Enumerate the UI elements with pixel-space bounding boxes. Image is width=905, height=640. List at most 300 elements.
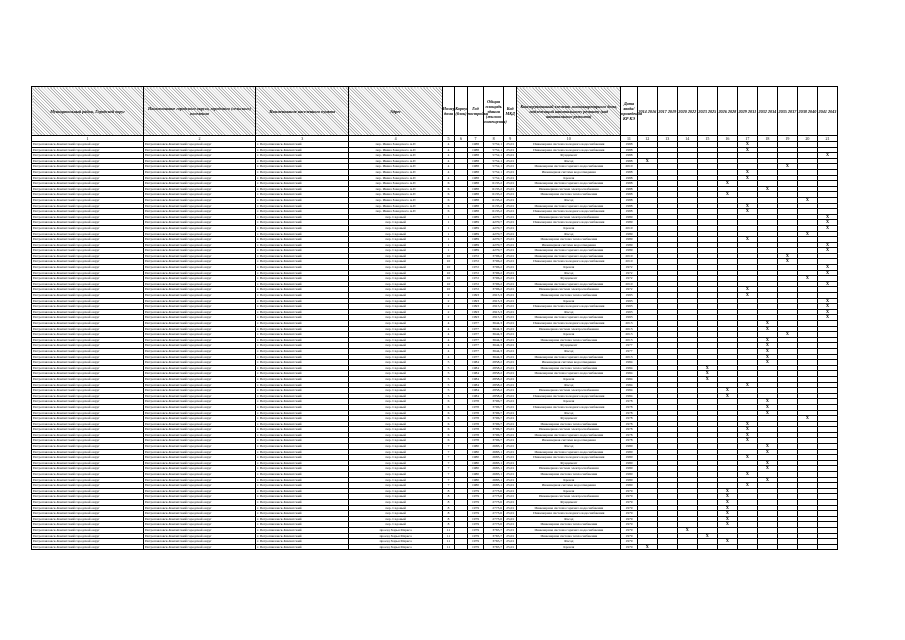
planned-period-mark: X bbox=[817, 248, 837, 254]
address-cell: пер. Садовый bbox=[349, 399, 442, 405]
planned-period-mark: X bbox=[717, 500, 737, 506]
locality-cell: г. Петропавловск-Камчатский bbox=[256, 248, 349, 254]
settlement-cell: Петропавловск-Камчатский городской округ bbox=[144, 382, 256, 388]
locality-cell: г. Петропавловск-Камчатский bbox=[256, 192, 349, 198]
planned-period-mark: X bbox=[757, 404, 777, 410]
repair-element-cell: Фасад bbox=[517, 348, 621, 354]
mkd-code-cell: 25,01 bbox=[503, 360, 516, 366]
repair-element-cell: Кровля bbox=[517, 544, 621, 550]
address-cell: пер. Ивана Завадского А.П bbox=[349, 158, 442, 164]
district-cell: Петропавловск-Камчатский городской округ bbox=[32, 460, 144, 466]
date-cell: 1988 bbox=[621, 142, 638, 148]
area-cell: 3706,7 bbox=[484, 404, 504, 410]
mkd-code-cell: 25,01 bbox=[503, 511, 516, 517]
locality-cell: г. Петропавловск-Камчатский bbox=[256, 304, 349, 310]
planned-period-mark: X bbox=[757, 326, 777, 332]
settlement-cell: Петропавловск-Камчатский городской округ bbox=[144, 287, 256, 293]
repair-element-cell: Инженерная система теплоснабжения bbox=[517, 337, 621, 343]
locality-cell: г. Петропавловск-Камчатский bbox=[256, 516, 349, 522]
build-year-cell: 1979 bbox=[467, 544, 484, 550]
locality-cell: г. Петропавловск-Камчатский bbox=[256, 214, 349, 220]
mkd-code-cell: 25,01 bbox=[503, 175, 516, 181]
settlement-cell: Петропавловск-Камчатский городской округ bbox=[144, 321, 256, 327]
planned-period-mark: X bbox=[737, 472, 757, 478]
mkd-code-cell: 25,01 bbox=[503, 466, 516, 472]
date-cell: 1988 bbox=[621, 203, 638, 209]
build-year-cell: 1984 bbox=[467, 371, 484, 377]
build-year-cell: 1978 bbox=[467, 438, 484, 444]
date-cell: 2013 bbox=[621, 354, 638, 360]
build-year-cell: 1972 bbox=[467, 281, 484, 287]
column-number-18: 18 bbox=[757, 136, 777, 142]
locality-cell: г. Петропавловск-Камчатский bbox=[256, 186, 349, 192]
repair-element-cell: Инженерная система горячего водоснабжения bbox=[517, 248, 621, 254]
build-year-cell: 1972 bbox=[467, 287, 484, 293]
planned-period-mark: X bbox=[777, 259, 797, 265]
district-cell: Петропавловск-Камчатский городской округ bbox=[32, 142, 144, 148]
repair-element-cell: Инженерная система холодного водоснабжения bbox=[517, 511, 621, 517]
house-number-cell: 1 bbox=[442, 237, 454, 243]
mkd-code-cell: 25,01 bbox=[503, 438, 516, 444]
house-number-cell: 6 bbox=[442, 192, 454, 198]
house-number-cell: 2 bbox=[442, 304, 454, 310]
column-number-17: 17 bbox=[737, 136, 757, 142]
area-cell: 2858,2 bbox=[484, 371, 504, 377]
area-cell: 5752,1 bbox=[484, 169, 504, 175]
house-number-cell: 5 bbox=[442, 376, 454, 382]
area-cell: 2915,3 bbox=[484, 304, 504, 310]
column-header-2: Наименование городского округа, городского (сельского) поселения bbox=[144, 87, 256, 136]
planned-period-mark: X bbox=[697, 376, 717, 382]
period-cell bbox=[657, 544, 677, 550]
planned-period-mark: X bbox=[757, 410, 777, 416]
house-number-cell: 11 bbox=[442, 527, 454, 533]
address-cell: пер. Садовый bbox=[349, 281, 442, 287]
settlement-cell: Петропавловск-Камчатский городской округ bbox=[144, 404, 256, 410]
build-year-cell: 1979 bbox=[467, 494, 484, 500]
address-cell: пер. Ивана Завадского А.П bbox=[349, 209, 442, 215]
district-cell: Петропавловск-Камчатский городской округ bbox=[32, 309, 144, 315]
settlement-cell: Петропавловск-Камчатский городской округ bbox=[144, 527, 256, 533]
area-cell: 3706,2 bbox=[484, 287, 504, 293]
build-year-cell: 1979 bbox=[467, 527, 484, 533]
address-cell: пер. Садовый bbox=[349, 365, 442, 371]
area-cell: 3644,3 bbox=[484, 332, 504, 338]
area-cell: 2773,6 bbox=[484, 500, 504, 506]
locality-cell: г. Петропавловск-Камчатский bbox=[256, 539, 349, 545]
date-cell: 1978 bbox=[621, 416, 638, 422]
build-year-cell: 1984 bbox=[467, 388, 484, 394]
date-cell: 2010 bbox=[621, 253, 638, 259]
repair-element-cell: Инженерная система теплоснабжения bbox=[517, 237, 621, 243]
block-cell bbox=[455, 544, 467, 550]
date-cell: 1980 bbox=[621, 449, 638, 455]
mkd-code-cell: 25,01 bbox=[503, 432, 516, 438]
district-cell: Петропавловск-Камчатский городской округ bbox=[32, 449, 144, 455]
address-cell: пер. Ивана Завадского А.П bbox=[349, 203, 442, 209]
repair-element-cell: Фасад bbox=[517, 516, 621, 522]
house-number-cell: 5 bbox=[442, 393, 454, 399]
planned-period-mark: X bbox=[777, 253, 797, 259]
settlement-cell: Петропавловск-Камчатский городской округ bbox=[144, 500, 256, 506]
address-cell: пер. Садовый bbox=[349, 360, 442, 366]
address-cell: пер. Садовый bbox=[349, 393, 442, 399]
mkd-code-cell: 25,01 bbox=[503, 214, 516, 220]
repair-element-cell: Фасад bbox=[517, 444, 621, 450]
planned-period-mark: X bbox=[757, 466, 777, 472]
repair-element-cell: Кровля bbox=[517, 265, 621, 271]
build-year-cell: 1979 bbox=[467, 488, 484, 494]
locality-cell: г. Петропавловск-Камчатский bbox=[256, 472, 349, 478]
date-cell: 1979 bbox=[621, 488, 638, 494]
area-cell: 2683,1 bbox=[484, 444, 504, 450]
settlement-cell: Петропавловск-Камчатский городской округ bbox=[144, 516, 256, 522]
address-cell: проезд Харья Маркса bbox=[349, 544, 442, 550]
house-number-cell: 2 bbox=[442, 309, 454, 315]
date-cell: 1980 bbox=[621, 472, 638, 478]
area-cell: 5752,1 bbox=[484, 175, 504, 181]
area-cell: 5752,1 bbox=[484, 147, 504, 153]
build-year-cell: 1977 bbox=[467, 348, 484, 354]
date-cell: 1988 bbox=[621, 186, 638, 192]
house-number-cell: 11 bbox=[442, 533, 454, 539]
area-cell: 2773,6 bbox=[484, 505, 504, 511]
settlement-cell: Петропавловск-Камчатский городской округ bbox=[144, 231, 256, 237]
district-cell: Петропавловск-Камчатский городской округ bbox=[32, 326, 144, 332]
column-number-11: 11 bbox=[621, 136, 638, 142]
settlement-cell: Петропавловск-Камчатский городской округ bbox=[144, 337, 256, 343]
date-cell: 2013 bbox=[621, 337, 638, 343]
mkd-code-cell: 25,01 bbox=[503, 270, 516, 276]
mkd-code-cell: 25,01 bbox=[503, 304, 516, 310]
area-cell: 5752,1 bbox=[484, 164, 504, 170]
house-number-cell: 4 bbox=[442, 343, 454, 349]
planned-period-mark: X bbox=[737, 169, 757, 175]
settlement-cell: Петропавловск-Камчатский городской округ bbox=[144, 265, 256, 271]
locality-cell: г. Петропавловск-Камчатский bbox=[256, 460, 349, 466]
locality-cell: г. Петропавловск-Камчатский bbox=[256, 477, 349, 483]
district-cell: Петропавловск-Камчатский городской округ bbox=[32, 539, 144, 545]
mkd-code-cell: 25,01 bbox=[503, 298, 516, 304]
repair-element-cell: Инженерная система холодного водоснабжения bbox=[517, 142, 621, 148]
settlement-cell: Петропавловск-Камчатский городской округ bbox=[144, 399, 256, 405]
settlement-cell: Петропавловск-Камчатский городской округ bbox=[144, 225, 256, 231]
date-cell: 2010 bbox=[621, 259, 638, 265]
area-cell: 2683,1 bbox=[484, 460, 504, 466]
period-cell bbox=[697, 544, 717, 550]
settlement-cell: Петропавловск-Камчатский городской округ bbox=[144, 449, 256, 455]
house-number-cell: 1 bbox=[442, 220, 454, 226]
locality-cell: г. Петропавловск-Камчатский bbox=[256, 455, 349, 461]
column-header-8: Общая площадь здания (жилого помещения) bbox=[484, 87, 504, 136]
house-number-cell: 2 bbox=[442, 315, 454, 321]
district-cell: Петропавловск-Камчатский городской округ bbox=[32, 488, 144, 494]
settlement-cell: Петропавловск-Камчатский городской округ bbox=[144, 371, 256, 377]
locality-cell: г. Петропавловск-Камчатский bbox=[256, 444, 349, 450]
house-number-cell: 5 bbox=[442, 365, 454, 371]
repair-element-cell: Фундамент bbox=[517, 343, 621, 349]
address-cell: пер. Ивана Завадского А.П bbox=[349, 186, 442, 192]
settlement-cell: Петропавловск-Камчатский городской округ bbox=[144, 242, 256, 248]
locality-cell: г. Петропавловск-Камчатский bbox=[256, 158, 349, 164]
locality-cell: г. Петропавловск-Камчатский bbox=[256, 544, 349, 550]
address-cell: пер. Садовый bbox=[349, 416, 442, 422]
column-header-15: 2023 2025 bbox=[697, 87, 717, 136]
column-header-1: Муниципальный район, Городской округ bbox=[32, 87, 144, 136]
mkd-code-cell: 25,01 bbox=[503, 388, 516, 394]
date-cell: 1993 bbox=[621, 293, 638, 299]
date-cell: 1984 bbox=[621, 393, 638, 399]
column-header-18: 2032 2034 bbox=[757, 87, 777, 136]
date-cell: 1984 bbox=[621, 360, 638, 366]
mkd-code-cell: 25,01 bbox=[503, 326, 516, 332]
district-cell: Петропавловск-Камчатский городской округ bbox=[32, 466, 144, 472]
area-cell: 3706,7 bbox=[484, 432, 504, 438]
mkd-code-cell: 25,01 bbox=[503, 539, 516, 545]
district-cell: Петропавловск-Камчатский городской округ bbox=[32, 147, 144, 153]
planned-period-mark: X bbox=[817, 153, 837, 159]
address-cell: пер. Садовый bbox=[349, 522, 442, 528]
locality-cell: г. Петропавловск-Камчатский bbox=[256, 225, 349, 231]
area-cell: 3706,7 bbox=[484, 416, 504, 422]
date-cell: 1977 bbox=[621, 348, 638, 354]
settlement-cell: Петропавловск-Камчатский городской округ bbox=[144, 237, 256, 243]
date-cell: 1979 bbox=[621, 539, 638, 545]
date-cell: 1988 bbox=[621, 153, 638, 159]
mkd-code-cell: 25,01 bbox=[503, 544, 516, 550]
locality-cell: г. Петропавловск-Камчатский bbox=[256, 242, 349, 248]
date-cell: 1979 bbox=[621, 511, 638, 517]
house-number-cell: 7 bbox=[442, 466, 454, 472]
mkd-code-cell: 25,01 bbox=[503, 197, 516, 203]
area-cell: 4270,7 bbox=[484, 248, 504, 254]
column-number-9: 9 bbox=[503, 136, 516, 142]
build-year-cell: 1984 bbox=[467, 360, 484, 366]
planned-period-mark: X bbox=[737, 175, 757, 181]
address-cell: пер. Садовый bbox=[349, 348, 442, 354]
district-cell: Петропавловск-Камчатский городской округ bbox=[32, 348, 144, 354]
locality-cell: г. Петропавловск-Камчатский bbox=[256, 164, 349, 170]
locality-cell: г. Петропавловск-Камчатский bbox=[256, 197, 349, 203]
house-number-cell: 4 bbox=[442, 175, 454, 181]
locality-cell: г. Петропавловск-Камчатский bbox=[256, 449, 349, 455]
area-cell: 3765,7 bbox=[484, 539, 504, 545]
repair-element-cell: Инженерная система электроснабжения bbox=[517, 427, 621, 433]
mkd-code-cell: 25,01 bbox=[503, 293, 516, 299]
repair-element-cell: Фасад bbox=[517, 270, 621, 276]
district-cell: Петропавловск-Камчатский городской округ bbox=[32, 242, 144, 248]
locality-cell: г. Петропавловск-Камчатский bbox=[256, 432, 349, 438]
address-cell: пер. Садовый bbox=[349, 287, 442, 293]
district-cell: Петропавловск-Камчатский городской округ bbox=[32, 371, 144, 377]
address-cell: пер. Садовый bbox=[349, 242, 442, 248]
district-cell: Петропавловск-Камчатский городской округ bbox=[32, 253, 144, 259]
address-cell: пер. Садовый bbox=[349, 388, 442, 394]
planned-period-mark: X bbox=[757, 444, 777, 450]
district-cell: Петропавловск-Камчатский городской округ bbox=[32, 511, 144, 517]
district-cell: Петропавловск-Камчатский городской округ bbox=[32, 175, 144, 181]
area-cell: 3765,7 bbox=[484, 544, 504, 550]
address-cell: пер. Садовый bbox=[349, 449, 442, 455]
build-year-cell: 1984 bbox=[467, 382, 484, 388]
district-cell: Петропавловск-Камчатский городской округ bbox=[32, 410, 144, 416]
district-cell: Петропавловск-Камчатский городской округ bbox=[32, 237, 144, 243]
build-year-cell: 1978 bbox=[467, 410, 484, 416]
column-header-13: 2017 2019 bbox=[657, 87, 677, 136]
build-year-cell: 1989 bbox=[467, 242, 484, 248]
settlement-cell: Петропавловск-Камчатский городской округ bbox=[144, 298, 256, 304]
area-cell: 2683,1 bbox=[484, 449, 504, 455]
build-year-cell: 1989 bbox=[467, 214, 484, 220]
date-cell: 1988 bbox=[621, 175, 638, 181]
planned-period-mark: X bbox=[717, 393, 737, 399]
address-cell: пер. Садовый bbox=[349, 354, 442, 360]
locality-cell: г. Петропавловск-Камчатский bbox=[256, 315, 349, 321]
locality-cell: г. Петропавловск-Камчатский bbox=[256, 287, 349, 293]
date-cell: 1979 bbox=[621, 522, 638, 528]
district-cell: Петропавловск-Камчатский городской округ bbox=[32, 376, 144, 382]
mkd-code-cell: 25,01 bbox=[503, 153, 516, 159]
date-cell: 1979 bbox=[621, 505, 638, 511]
build-year-cell: 1980 bbox=[467, 444, 484, 450]
date-cell: 1978 bbox=[621, 432, 638, 438]
locality-cell: г. Петропавловск-Камчатский bbox=[256, 388, 349, 394]
date-cell: 1972 bbox=[621, 270, 638, 276]
build-year-cell: 1988 bbox=[467, 181, 484, 187]
address-cell: пер. Садовый bbox=[349, 421, 442, 427]
locality-cell: г. Петропавловск-Камчатский bbox=[256, 382, 349, 388]
address-cell: пер. Садовый bbox=[349, 343, 442, 349]
settlement-cell: Петропавловск-Камчатский городской округ bbox=[144, 169, 256, 175]
date-cell: 1984 bbox=[621, 365, 638, 371]
settlement-cell: Петропавловск-Камчатский городской округ bbox=[144, 354, 256, 360]
build-year-cell: 1977 bbox=[467, 337, 484, 343]
locality-cell: г. Петропавловск-Камчатский bbox=[256, 237, 349, 243]
date-cell: 1984 bbox=[621, 382, 638, 388]
repair-element-cell: Фундамент bbox=[517, 416, 621, 422]
address-cell: пер. Садовый bbox=[349, 315, 442, 321]
settlement-cell: Петропавловск-Камчатский городской округ bbox=[144, 460, 256, 466]
locality-cell: г. Петропавловск-Камчатский bbox=[256, 203, 349, 209]
column-header-5: Номер дома bbox=[442, 87, 454, 136]
area-cell: 3644,3 bbox=[484, 321, 504, 327]
locality-cell: г. Петропавловск-Камчатский bbox=[256, 365, 349, 371]
house-number-cell: 4 bbox=[442, 169, 454, 175]
mkd-code-cell: 25,01 bbox=[503, 416, 516, 422]
settlement-cell: Петропавловск-Камчатский городской округ bbox=[144, 421, 256, 427]
address-cell: пер. Садовый bbox=[349, 237, 442, 243]
build-year-cell: 1979 bbox=[467, 500, 484, 506]
planned-period-mark: X bbox=[737, 455, 757, 461]
planned-period-mark: X bbox=[717, 539, 737, 545]
repair-element-cell: Кровля bbox=[517, 225, 621, 231]
date-cell: 1980 bbox=[621, 483, 638, 489]
planned-period-mark: X bbox=[817, 309, 837, 315]
address-cell: пер. Садовый bbox=[349, 332, 442, 338]
settlement-cell: Петропавловск-Камчатский городской округ bbox=[144, 147, 256, 153]
area-cell: 2858,2 bbox=[484, 376, 504, 382]
locality-cell: г. Петропавловск-Камчатский bbox=[256, 438, 349, 444]
column-header-11: Дата ввода/проведения КР КЭ bbox=[621, 87, 638, 136]
house-number-cell: 7 bbox=[442, 449, 454, 455]
district-cell: Петропавловск-Камчатский городской округ bbox=[32, 527, 144, 533]
district-cell: Петропавловск-Камчатский городской округ bbox=[32, 472, 144, 478]
repair-element-cell: Инженерная система холодного водоснабжения bbox=[517, 321, 621, 327]
date-cell: 2013 bbox=[621, 332, 638, 338]
locality-cell: г. Петропавловск-Камчатский bbox=[256, 410, 349, 416]
settlement-cell: Петропавловск-Камчатский городской округ bbox=[144, 533, 256, 539]
repair-element-cell: Инженерная система холодного водоснабжения bbox=[517, 147, 621, 153]
settlement-cell: Петропавловск-Камчатский городской округ bbox=[144, 444, 256, 450]
planned-period-mark: X bbox=[817, 270, 837, 276]
column-header-9: Код МКД bbox=[503, 87, 516, 136]
repair-element-cell: Фундамент bbox=[517, 500, 621, 506]
column-header-6: Корпус (блок) bbox=[455, 87, 467, 136]
planned-period-mark: X bbox=[737, 382, 757, 388]
locality-cell: г. Петропавловск-Камчатский bbox=[256, 181, 349, 187]
locality-cell: г. Петропавловск-Камчатский bbox=[256, 231, 349, 237]
repair-element-cell: Инженерная система теплоснабжения bbox=[517, 472, 621, 478]
mkd-code-cell: 25,01 bbox=[503, 382, 516, 388]
column-number-1: 1 bbox=[32, 136, 144, 142]
planned-period-mark: X bbox=[737, 293, 757, 299]
locality-cell: г. Петропавловск-Камчатский bbox=[256, 169, 349, 175]
build-year-cell: 1977 bbox=[467, 354, 484, 360]
date-cell: 1984 bbox=[621, 376, 638, 382]
repair-element-cell: Инженерная система горячего водоснабжения bbox=[517, 315, 621, 321]
build-year-cell: 1979 bbox=[467, 511, 484, 517]
address-cell: пер. Ивана Завадского А.П bbox=[349, 175, 442, 181]
repair-element-cell: Кровля bbox=[517, 298, 621, 304]
date-cell: 1979 bbox=[621, 516, 638, 522]
district-cell: Петропавловск-Камчатский городской округ bbox=[32, 164, 144, 170]
mkd-code-cell: 25,01 bbox=[503, 348, 516, 354]
settlement-cell: Петропавловск-Камчатский городской округ bbox=[144, 281, 256, 287]
district-cell: Петропавловск-Камчатский городской округ bbox=[32, 169, 144, 175]
house-number-cell: 7 bbox=[442, 472, 454, 478]
address-cell: проезд Харья Маркса bbox=[349, 539, 442, 545]
area-cell: 2858,2 bbox=[484, 365, 504, 371]
address-cell: пер. Садовый bbox=[349, 220, 442, 226]
locality-cell: г. Петропавловск-Камчатский bbox=[256, 354, 349, 360]
area-cell: 2683,1 bbox=[484, 472, 504, 478]
address-cell: пер. Садовый bbox=[349, 337, 442, 343]
repair-element-cell: Кровля bbox=[517, 376, 621, 382]
date-cell: 1989 bbox=[621, 242, 638, 248]
repair-element-cell: Инженерная система водоотведения bbox=[517, 242, 621, 248]
settlement-cell: Петропавловск-Камчатский городской округ bbox=[144, 539, 256, 545]
mkd-code-cell: 25,01 bbox=[503, 477, 516, 483]
date-cell: 1989 bbox=[621, 220, 638, 226]
settlement-cell: Петропавловск-Камчатский городской округ bbox=[144, 197, 256, 203]
repair-element-cell: Инженерная система холодного водоснабжения bbox=[517, 209, 621, 215]
build-year-cell: 1979 bbox=[467, 533, 484, 539]
address-cell: пер. Садовый bbox=[349, 225, 442, 231]
date-cell: 1980 bbox=[621, 444, 638, 450]
mkd-code-cell: 25,01 bbox=[503, 186, 516, 192]
mkd-code-cell: 25,01 bbox=[503, 522, 516, 528]
build-year-cell: 1988 bbox=[467, 209, 484, 215]
district-cell: Петропавловск-Камчатский городской округ bbox=[32, 192, 144, 198]
date-cell: 1972 bbox=[621, 287, 638, 293]
build-year-cell: 1988 bbox=[467, 142, 484, 148]
area-cell: 6135,2 bbox=[484, 203, 504, 209]
repair-element-cell: Инженерная система электроснабжения bbox=[517, 494, 621, 500]
planned-period-mark: X bbox=[737, 147, 757, 153]
build-year-cell: 1988 bbox=[467, 186, 484, 192]
build-year-cell: 1989 bbox=[467, 237, 484, 243]
date-cell: 1993 bbox=[621, 298, 638, 304]
